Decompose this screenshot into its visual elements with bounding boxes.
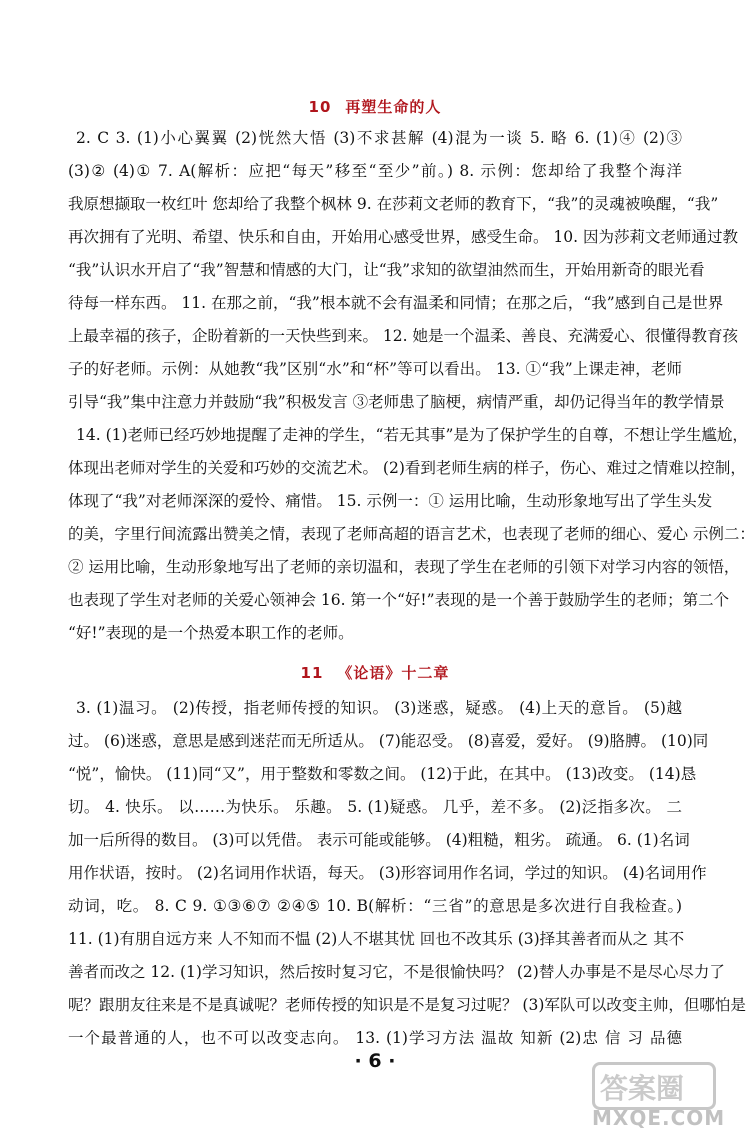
text-line: 体现了“我”对老师深深的爱怜、痛惜。 15. 示例一：① 运用比喻，生动形象地写出了学生头发 [68, 492, 713, 510]
section-heading: 《论语》十二章 [337, 664, 450, 682]
text-line: 也表现了学生对老师的关爱心领神会 16. 第一个“好!”表现的是一个善于鼓励学生的老师；第二个 [68, 591, 730, 609]
text-line: 再次拥有了光明、希望、快乐和自由，开始用心感受世界，感受生命。 10. 因为莎莉文老师通过教 [68, 228, 739, 246]
text-line: 上最幸福的孩子，企盼着新的一天快些到来。 12. 她是一个温柔、善良、充满爱心、很懂得教育孩 [68, 327, 739, 345]
text-line: 动词，吃。 8. C 9. ①③⑥⑦ ②④⑤ 10. B(解析：“三省”的意思是多次进行自我检查。) [68, 897, 682, 915]
watermark-glyphs: 答案圈 [600, 1072, 685, 1105]
text-line: 呢？跟朋友往来是不是真诚呢？老师传授的知识是不是复习过呢？ (3)军队可以改变主帅，但哪怕是 [68, 996, 746, 1014]
text-line: “悦”，愉快。 (11)同“又”，用于整数和零数之间。 (12)于此，在其中。 (13)改变。 (14)恳 [68, 765, 697, 783]
text-line: 引导“我”集中注意力并鼓励“我”积极发言 ③老师患了脑梗，病情严重，却仍记得当年的教学情景 [68, 393, 725, 411]
text-line: 加一后所得的数目。 (3)可以凭借。 表示可能或能够。 (4)粗糙，粗劣。 疏通。 6. (1)名词 [68, 831, 690, 849]
text-line: 的美，字里行间流露出赞美之情，表现了老师高超的语言艺术，也表现了老师的细心、爱心 示例二： [68, 525, 755, 543]
watermark-logo [592, 1062, 742, 1130]
text-line: 用作状语，按时。 (2)名词用作状语，每天。 (3)形容词用作名词，学过的知识。 (4)名词用作 [68, 864, 707, 882]
text-line: “好!”表现的是一个热爱本职工作的老师。 [68, 624, 354, 642]
text-line: 2. C 3. (1)小心翼翼 (2)恍然大悟 (3)不求甚解 (4)混为一谈 5. 略 6. (1)④ (2)③ [76, 129, 682, 147]
section-title-10 [0, 96, 750, 117]
text-line: 体现出老师对学生的关爱和巧妙的交流艺术。 (2)看到老师生病的样子，伤心、难过之情难以控制， [68, 459, 746, 477]
text-line: 待每一样东西。 11. 在那之前，“我”根本就不会有温柔和同情；在那之后，“我”感到自己是世界 [68, 294, 724, 312]
text-line: (3)② (4)① 7. A(解析：应把“每天”移至“至少”前。) 8. 示例：您却给了我整个海洋 [68, 162, 682, 180]
text-line: 切。 4. 快乐。 以……为快乐。 乐趣。 5. (1)疑惑。 几乎，差不多。 (2)泛指多次。 二 [68, 798, 682, 816]
text-line: ② 运用比喻，生动形象地写出了老师的亲切温和，表现了学生在老师的引领下对学习内容的领悟， [68, 558, 740, 576]
text-line: 3. (1)温习。 (2)传授，指老师传授的知识。 (3)迷惑，疑惑。 (4)上天的意旨。 (5)越 [76, 699, 682, 717]
watermark-text: MXQE.COM [592, 1106, 726, 1130]
text-line: 子的好老师。示例：从她教“我”区别“水”和“杯”等可以看出。 13. ①“我”上课走神，老师 [68, 360, 682, 378]
text-line: 过。 (6)迷惑，意思是感到迷茫而无所适从。 (7)能忍受。 (8)喜爱，爱好。 (9)胳膊。 (10)同 [68, 732, 709, 750]
text-line: “我”认识水开启了“我”智慧和情感的大门，让“我”求知的欲望油然而生，开始用新奇的眼光看 [68, 261, 705, 279]
page-number: · 6 · [354, 1050, 396, 1072]
text-line: 11. (1)有朋自远方来 人不知而不愠 (2)人不堪其忧 回也不改其乐 (3)择其善者而从之 其不 [68, 930, 685, 948]
text-line: 一个最普通的人，也不可以改变志向。 13. (1)学习方法 温故 知新 (2)忠 信 习 品德 [68, 1029, 682, 1047]
text-line: 我原想撷取一枚红叶 您却给了我整个枫林 9. 在莎莉文老师的教育下，“我”的灵魂被唤醒，“我” [68, 195, 719, 213]
text-line: 14. (1)老师已经巧妙地提醒了走神的学生，“若无其事”是为了保护学生的自尊，不想让学生尴尬， [76, 426, 748, 444]
section-title-11 [0, 662, 750, 683]
section-number: 10 [308, 98, 332, 116]
section-number: 11 [300, 664, 324, 682]
section-heading: 再塑生命的人 [345, 98, 442, 116]
text-line: 善者而改之 12. (1)学习知识，然后按时复习它，不是很愉快吗？ (2)替人办事是不是尽心尽力了 [68, 963, 725, 981]
